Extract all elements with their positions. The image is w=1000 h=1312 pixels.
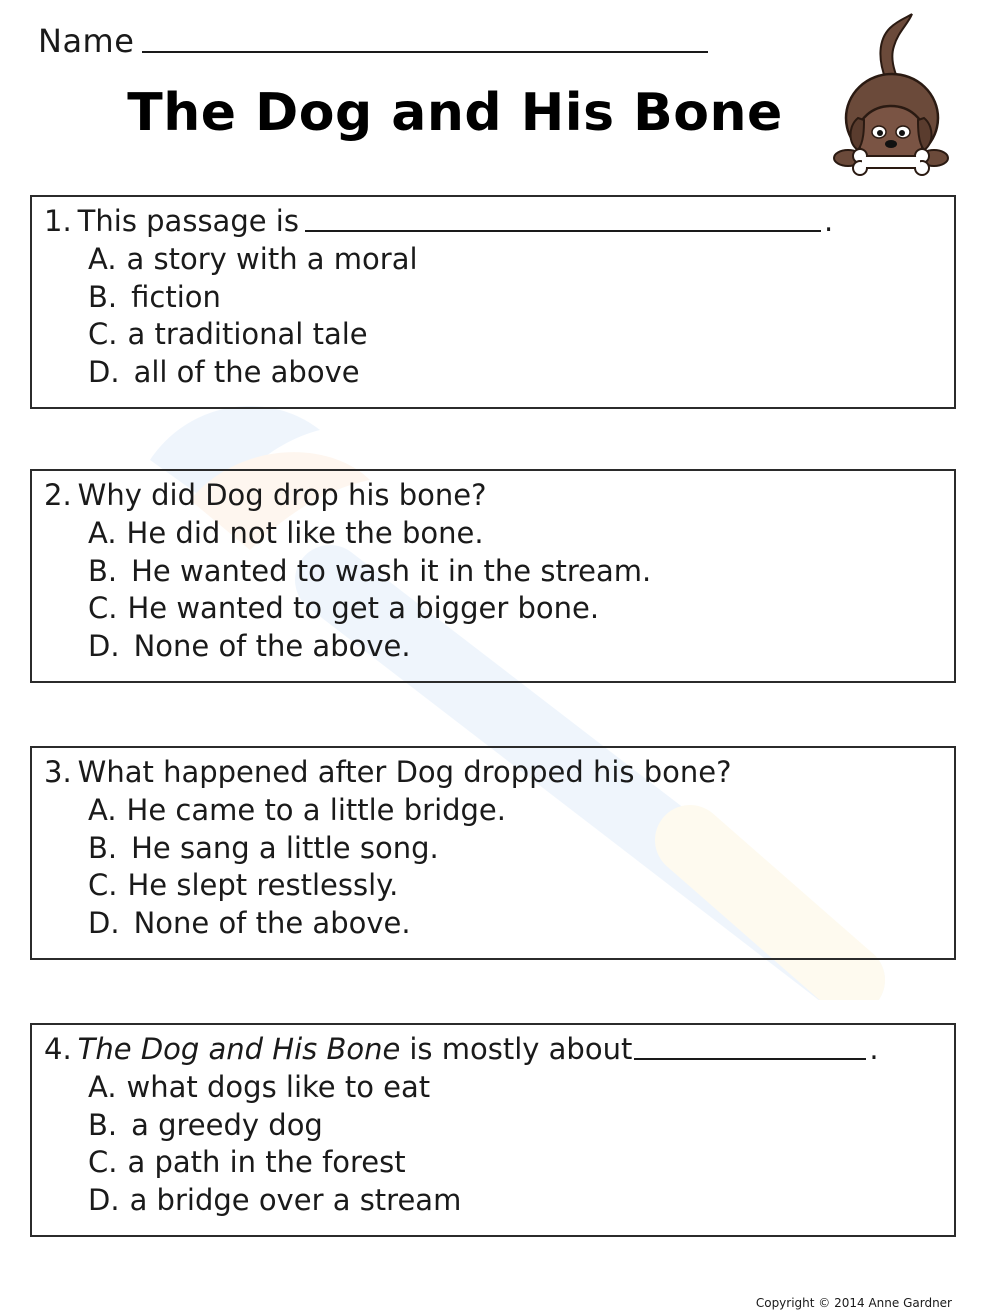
option-b[interactable] <box>88 830 506 868</box>
option-text: He did not like the bone. <box>126 516 484 550</box>
answer-blank[interactable] <box>634 1058 866 1060</box>
option-letter: A. <box>88 242 117 276</box>
question-text: is mostly about <box>409 1032 633 1066</box>
option-c[interactable] <box>88 867 506 905</box>
question-4-options <box>88 1069 461 1219</box>
option-letter: A. <box>88 1070 117 1104</box>
option-a[interactable] <box>88 515 651 553</box>
answer-blank[interactable] <box>305 230 821 232</box>
option-letter: C. <box>88 1145 118 1179</box>
option-letter: D. <box>88 905 120 940</box>
option-text: a traditional tale <box>127 317 368 351</box>
option-letter: D. <box>88 1182 120 1217</box>
question-4-stem <box>44 1031 879 1067</box>
option-text: a greedy dog <box>131 1107 323 1142</box>
option-text: a bridge over a stream <box>129 1182 462 1217</box>
option-d[interactable] <box>88 905 506 943</box>
question-3-options <box>88 792 506 942</box>
question-1-box <box>30 195 956 409</box>
option-c[interactable] <box>88 316 418 354</box>
option-letter: B. <box>88 830 118 865</box>
option-letter: A. <box>88 793 117 827</box>
copyright-notice: Copyright © 2014 Anne Gardner <box>755 1296 952 1310</box>
option-text: He wanted to get a bigger bone. <box>127 591 600 625</box>
option-d[interactable] <box>88 628 651 666</box>
question-4-box <box>30 1023 956 1237</box>
option-d[interactable] <box>88 1182 461 1220</box>
option-letter: B. <box>88 553 118 588</box>
option-text: He slept restlessly. <box>127 868 399 902</box>
option-letter: B. <box>88 1107 118 1142</box>
option-text: what dogs like to eat <box>126 1070 431 1104</box>
option-text: None of the above. <box>133 905 411 940</box>
name-label: Name <box>38 22 135 60</box>
question-1-options <box>88 241 418 391</box>
option-letter: D. <box>88 354 120 389</box>
question-2-box <box>30 469 956 683</box>
question-number: 1. <box>44 204 72 238</box>
question-punctuation: . <box>869 1032 879 1066</box>
option-letter: B. <box>88 279 118 314</box>
question-text: Why did Dog drop his bone? <box>77 478 487 512</box>
name-row <box>38 22 708 60</box>
option-a[interactable] <box>88 241 418 279</box>
option-a[interactable] <box>88 1069 461 1107</box>
question-number: 3. <box>44 755 72 789</box>
option-text: fiction <box>131 279 221 314</box>
question-2-stem <box>44 477 487 513</box>
option-letter: A. <box>88 516 117 550</box>
option-text: He came to a little bridge. <box>126 793 506 827</box>
question-text: This passage is <box>77 204 299 238</box>
option-letter: C. <box>88 317 118 351</box>
question-3-box <box>30 746 956 960</box>
option-letter: D. <box>88 628 120 663</box>
question-number: 4. <box>44 1032 72 1066</box>
dog-with-bone-illustration <box>828 10 952 190</box>
option-c[interactable] <box>88 590 651 628</box>
question-text: What happened after Dog dropped his bone? <box>77 755 732 789</box>
option-d[interactable] <box>88 354 418 392</box>
option-b[interactable] <box>88 279 418 317</box>
option-text: all of the above <box>133 354 360 389</box>
option-text: He sang a little song. <box>131 830 439 865</box>
question-2-options <box>88 515 651 665</box>
option-a[interactable] <box>88 792 506 830</box>
option-letter: C. <box>88 591 118 625</box>
worksheet-title: The Dog and His Bone <box>127 83 783 143</box>
question-1-stem <box>44 203 833 239</box>
option-text: He wanted to wash it in the stream. <box>131 553 652 588</box>
name-input-line[interactable] <box>142 51 708 53</box>
option-b[interactable] <box>88 1107 461 1145</box>
story-title-italic: The Dog and His Bone <box>77 1032 401 1066</box>
question-number: 2. <box>44 478 72 512</box>
option-b[interactable] <box>88 553 651 591</box>
option-c[interactable] <box>88 1144 461 1182</box>
option-letter: C. <box>88 868 118 902</box>
option-text: a story with a moral <box>126 242 418 276</box>
option-text: a path in the forest <box>127 1145 406 1179</box>
question-punctuation: . <box>823 204 834 238</box>
question-3-stem <box>44 754 732 790</box>
option-text: None of the above. <box>133 628 411 663</box>
